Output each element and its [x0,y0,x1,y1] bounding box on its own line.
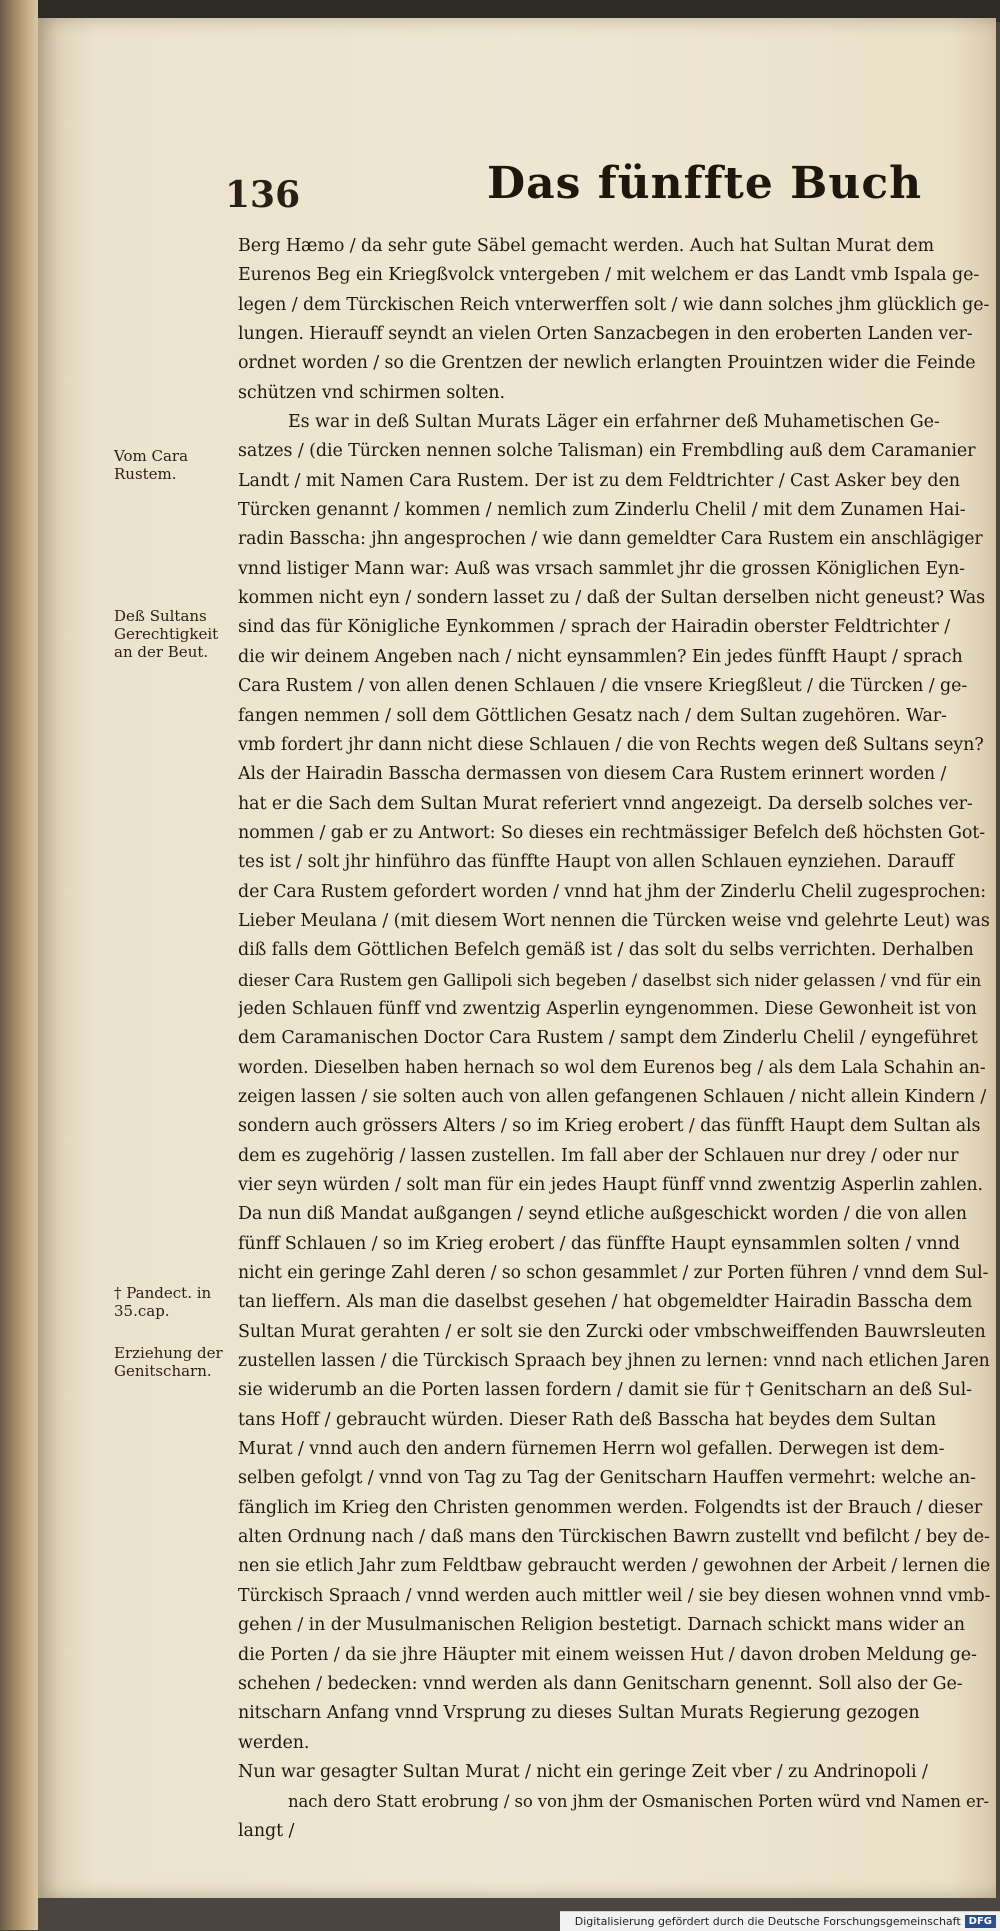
text-line: alten Ordnung nach / daß mans den Türckischen Bawrn zustellt vnd befilcht / bey de- [238,1527,990,1548]
text-line: tans Hoff / gebraucht würden. Dieser Rath deß Basscha hat beydes dem Sultan [238,1409,937,1430]
text-line: Nun war gesagter Sultan Murat / nicht ein geringe Zeit vber / zu Andrinopoli / [238,1761,928,1782]
text-line: schehen / bedecken: vnnd werden als dann Genitscharn genennt. Soll also der Ge- [238,1673,963,1694]
book-spine [0,0,38,1930]
text-line: nicht ein geringe Zahl deren / so schon gesammlet / zur Porten führen / vnnd dem Sul- [238,1263,989,1284]
text-line: sondern auch grössers Alters / so im Krieg erobert / das fünfft Haupt dem Sultan als [238,1116,981,1137]
text-line: jeden Schlauen fünff vnd zwentzig Asperlin eyngenommen. Diese Gewonheit ist von [238,998,977,1019]
text-line: selben gefolgt / vnnd von Tag zu Tag der Genitscharn Hauffen vermehrt: welche an- [238,1468,976,1489]
text-line: zeigen lassen / sie solten auch von allen gefangenen Schlauen / nicht allein Kindern / [238,1086,987,1107]
margin-note-line: Genitscharn. [114,1362,212,1380]
running-title: Das fünffte Buch [487,158,923,209]
text-line: dem es zugehörig / lassen zustellen. Im fall aber der Schlauen nur drey / oder nur [238,1145,959,1166]
text-line: schützen vnd schirmen solten. [238,382,505,403]
margin-note-erziehung [114,1344,242,1380]
text-line: Da nun diß Mandat außgangen / seynd etliche außgeschickt worden / die von allen [238,1204,967,1225]
text-line: radin Basscha: jhn angesprochen / wie dann gemeldter Cara Rustem ein anschlägiger [238,529,983,550]
text-line: zustellen lassen / die Türckisch Spraach bey jhnen zu lernen: vnnd nach etlichen Jaren [238,1351,990,1372]
dfg-logo-icon: DFG [965,1915,996,1928]
text-line: ordnet worden / so die Grentzen der newlich erlangten Prouintzen wider die Feinde [238,353,976,374]
text-line: Berg Hæmo / da sehr gute Säbel gemacht werden. Auch hat Sultan Murat dem [238,236,934,256]
text-line: hat er die Sach dem Sultan Murat referiert vnnd angezeigt. Da derselb solches ver- [238,793,973,814]
page-header [225,152,995,222]
text-line: nen sie etlich Jahr zum Feldtbaw gebraucht werden / gewohnen der Arbeit / lernen die [238,1556,990,1577]
text-line: Murat / vnnd auch den andern fürnemen Herrn wol gefallen. Derwegen ist dem- [238,1439,945,1460]
text-line: die Porten / da sie jhre Häupter mit einem weissen Hut / davon droben Meldung ge- [238,1644,977,1665]
text-line: fänglich im Krieg den Christen genommen werden. Folgendts ist der Brauch / dieser [238,1497,983,1518]
text-line: dem Caramanischen Doctor Cara Rustem / sampt dem Zinderlu Chelil / eyngeführet [238,1028,978,1049]
margin-note-line: Erziehung der [114,1344,223,1362]
margin-note-line: an der Beut. [114,643,209,661]
text-line: Als der Hairadin Basscha dermassen von diesem Cara Rustem erinnert worden / [238,764,947,785]
page-number: 136 [225,174,301,216]
text-line: Lieber Meulana / (mit diesem Wort nennen die Türcken weise vnd gelehrte Leut) was [238,910,990,931]
text-line: der Cara Rustem gefordert worden / vnnd hat jhm der Zinderlu Chelil zugesprochen: [238,881,987,902]
margin-note-line: Deß Sultans [114,607,207,625]
text-line: vnnd listiger Mann war: Auß was vrsach sammlet jhr die grossen Königlichen Eyn- [238,558,965,579]
text-line: Es war in deß Sultan Murats Läger ein erfahrner deß Muhametischen Ge- [288,412,940,433]
text-line: diß falls dem Göttlichen Befelch gemäß ist / das solt du selbs verrichten. Derhalben [238,940,974,961]
margin-note-line: Rustem. [114,465,177,483]
margin-note-line: † Pandect. in [114,1284,212,1302]
text-line: tan lieffern. Als man die daselbst gesehen / hat obgemeldter Hairadin Basscha dem [238,1292,973,1313]
text-line: sind das für Königliche Eynkommen / sprach der Hairadin oberster Feldtrichter / [238,617,951,638]
text-line: vmb fordert jhr dann nicht diese Schlauen / die von Rechts wegen deß Sultans seyn? [238,734,984,755]
margin-note-line: 35.cap. [114,1302,170,1320]
text-line: Cara Rustem / von allen denen Schlauen / die vnsere Kriegßleut / die Türcken / ge- [238,676,968,697]
text-line: worden. Dieselben haben hernach so wol dem Eurenos beg / als dem Lala Schahin an- [238,1057,986,1078]
margin-note-line: Gerechtigkeit [114,625,219,643]
body-text [238,232,990,1846]
text-line: gehen / in der Musulmanischen Religion bestetigt. Darnach schickt mans wider an [238,1615,965,1636]
text-line: fünff Schlauen / so im Krieg erobert / das fünffte Haupt eynsammlen solten / vnnd [238,1233,960,1254]
text-line: langt / [238,1820,295,1841]
text-line: nommen / gab er zu Antwort: So dieses ein rechtmässiger Befelch deß höchsten Got- [238,822,986,843]
text-line: tes ist / solt jhr hinführo das fünffte Haupt von allen Schlauen eynziehen. Darauff [238,852,954,873]
text-line: legen / dem Türckischen Reich vnterwerffen solt / wie dann solches jhm glücklich ge- [238,294,990,315]
text-line: sie widerumb an die Porten lassen fordern / damit sie für † Genitscharn an deß Sul- [238,1380,972,1401]
text-line: Landt / mit Namen Cara Rustem. Der ist zu dem Feldtrichter / Cast Asker bey den [238,470,960,491]
margin-note-line: Vom Cara [114,447,189,465]
text-line: kommen nicht eyn / sondern lasset zu / daß der Sultan derselben nicht geneust? Was [238,588,986,609]
text-line: Türcken genannt / kommen / nemlich zum Zinderlu Chelil / mit dem Zunamen Hai- [238,500,966,521]
text-line: Eurenos Beg ein Kriegßvolck vntergeben / mit welchem er das Landt vmb Ispala ge- [238,265,980,286]
margin-note-pandect [114,1284,242,1320]
margin-note-gerechtigkeit [114,607,242,661]
text-line: satzes / (die Türcken nennen solche Talisman) ein Frembdling auß dem Caramanier [238,441,976,462]
text-line: dieser Cara Rustem gen Gallipoli sich begeben / daselbst sich nider gelassen / vnd für ein [238,970,982,990]
text-line: lungen. Hierauff seyndt an vielen Orten Sanzacbegen in den eroberten Landen ver- [238,324,973,345]
footer-text: Digitalisierung gefördert durch die Deutsche Forschungsgemeinschaft [574,1915,961,1928]
footer-bar [560,1911,1000,1931]
text-line: die wir deinem Angeben nach / nicht eynsammlen? Ein jedes fünfft Haupt / sprach [238,646,963,667]
margin-note-cara-rustem [114,447,242,483]
text-line: werden. [238,1732,310,1753]
text-line: nach dero Statt erobrung / so von jhm der Osmanischen Porten würd vnd Namen er- [288,1792,989,1812]
text-line: vier seyn würden / solt man für ein jedes Haupt fünff vnnd zwentzig Asperlin zahlen. [238,1175,984,1195]
text-line: fangen nemmen / soll dem Göttlichen Gesatz nach / dem Sultan zugehören. War- [238,705,947,726]
text-line: Sultan Murat gerahten / er solt sie den Zurcki oder vmbschweiffenden Bauwrsleuten [238,1321,986,1342]
text-line: Türckisch Spraach / vnnd werden auch mittler weil / sie bey diesen wohnen vnnd vmb- [238,1585,990,1606]
text-line: nitscharn Anfang vnnd Vrsprung zu dieses Sultan Murats Regierung gezogen [238,1703,920,1724]
